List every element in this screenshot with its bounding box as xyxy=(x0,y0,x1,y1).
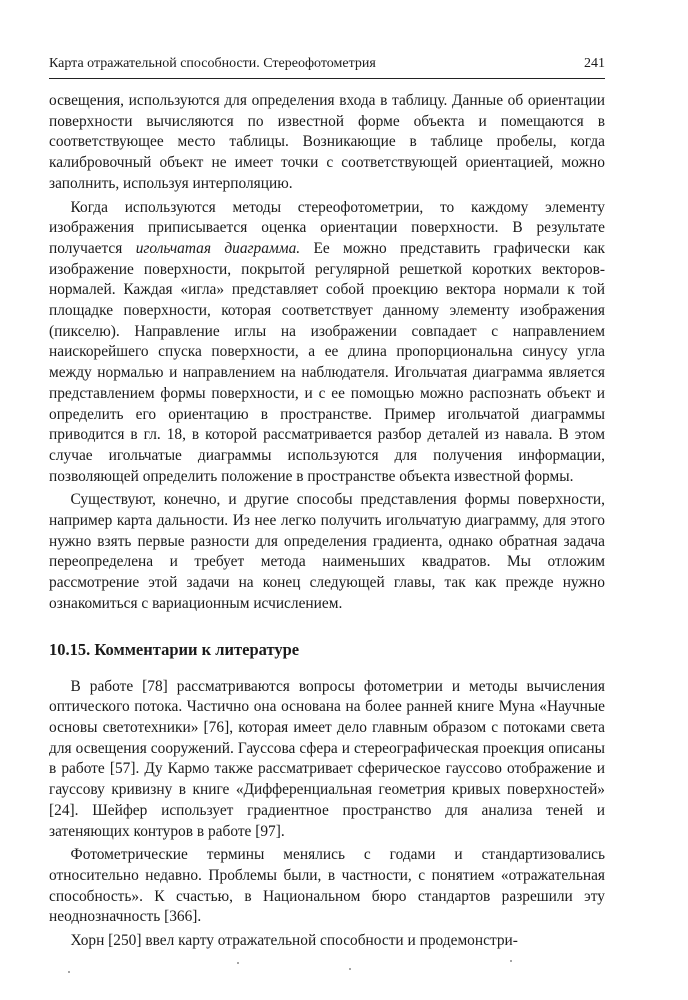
page-number: 241 xyxy=(584,56,605,71)
paragraph-text: Когда используются методы стереофотометрии, то каждому элементу изображения приписывается оценка ориентации поверхности. В результате получается xyxy=(49,198,605,257)
book-page xyxy=(49,54,605,955)
paragraph-range-map: Существуют, конечно, и другие способы представления формы поверхности, например карта дальности. Из нее легко получить игольчатую диаграмму, для этого нужно взять первые разности для определения градиента, однако обратная задача переопределена и требует метода наименьших квадратов. Мы отложим рассмотрение этой задачи на конец следующей главы, так как прежде нужно ознакомиться с вариационным исчислением. xyxy=(49,491,605,612)
paragraph-terminology: Фотометрические термины менялись с годами и стандартизовались относительно недавно. Проблемы были, в частности, с понятием «отражательная способность». К счастью, в Национальном бюро стандартов разрешили эту неоднозначность [366]. xyxy=(49,846,605,926)
paragraph-horn: Хорн [250] ввел карту отражательной способности и продемонстри- xyxy=(70,932,518,950)
chapter-title: Карта отражательной способности. Стереофотометрия xyxy=(49,56,376,71)
scan-speck xyxy=(349,968,351,970)
section-heading: 10.15. Комментарии к литературе xyxy=(49,639,300,659)
paragraph-needle-diagram xyxy=(49,198,605,488)
paragraph-literature: В работе [78] рассматриваются вопросы фотометрии и методы вычисления оптического потока. Частично она основана на более ранней книге Муна «Научные основы светотехники» [76], которая имеет дело главным образом с потоками света для освещения сооружений. Гауссова сфера и стереографическая проекция описаны в работе [57]. Ду Кармо также рассматривает сферическое гауссово отображение и гауссову кривизну в книге «Дифференциальная геометрия кривых поверхностей» [24]. Шейфер использует градиентное пространство для анализа теней и затеняющих контуров в работе [97]. xyxy=(49,677,605,840)
running-header xyxy=(49,54,605,79)
italic-term: игольчатая диаграмма. xyxy=(135,239,301,257)
body-text xyxy=(49,91,605,952)
paragraph-text: Ее можно представить графически как изображение поверхности, покрытой регулярной решеткой коротких векторов-нормалей. Каждая «игла» представляет собой проекцию вектора нормали к той площадке поверхности, которая соответствует данному элементу изображения (пикселю). Направление иглы на изображении совпадает с направлением наискорейшего спуска поверхности, а ее длина пропорциональна синусу угла между нормалью и направлением на наблюдателя. Игольчатая диаграмма является представлением формы поверхности, и с ее помощью можно распознать объект и определить его ориентацию в пространстве. Пример игольчатой диаграммы приводится в гл. 18, в которой рассматривается разбор деталей из навала. В этом случае игольчатые диаграммы используются для получения информации, позволяющей определить положение в пространстве объекта известной формы. xyxy=(49,239,606,485)
paragraph-continued: освещения, используются для определения входа в таблицу. Данные об ориентации поверхности вычисляются по известной форме объекта и помещаются в соответствующее место таблицы. Возникающие в таблице пробелы, когда калибровочный объект не имеет точки с соответствующей ориентацией, можно заполнить, используя интерполяцию. xyxy=(49,92,605,192)
scan-speck xyxy=(237,962,239,964)
scan-speck xyxy=(68,971,70,973)
scan-speck xyxy=(510,960,512,962)
